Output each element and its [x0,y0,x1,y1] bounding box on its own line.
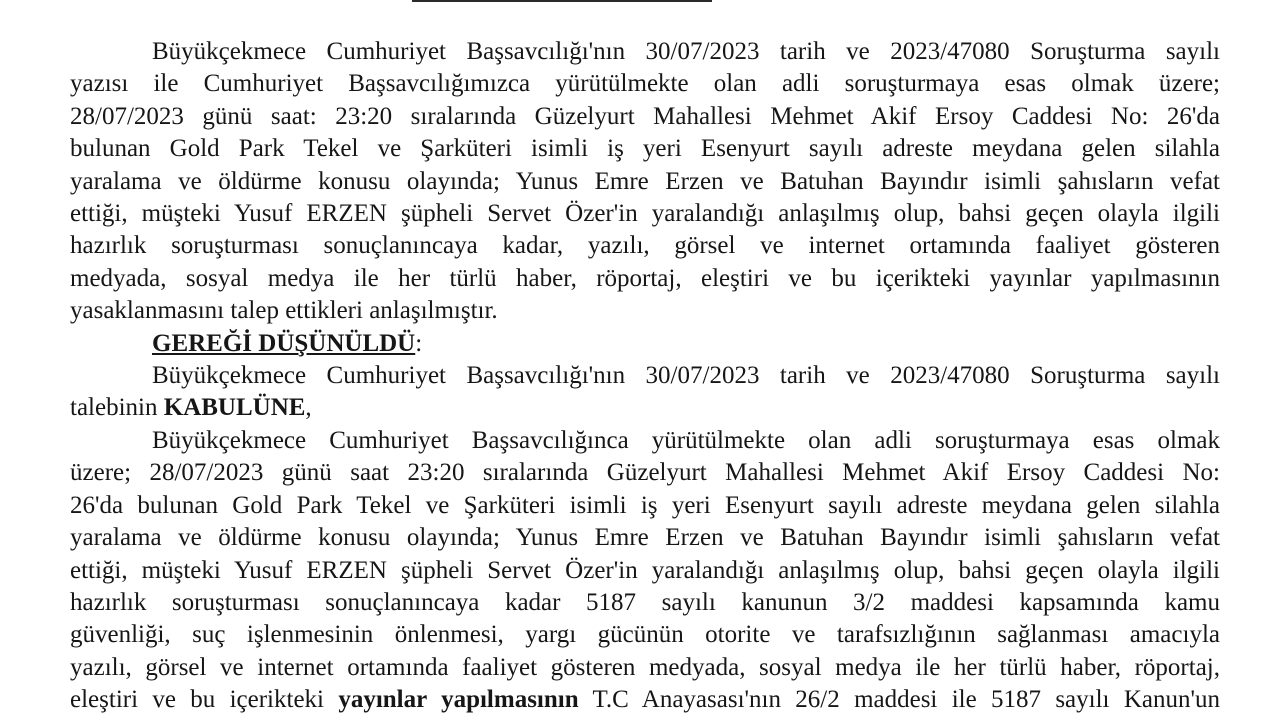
text-line: üzere; 28/07/2023 günü saat 23:20 sıralarında Güzelyurt Mahallesi Mehmet Akif Ersoy Caddesi No: [70,459,1220,487]
text-segment: , [305,394,312,422]
text-segment: T.C Anayasası'nın 26/2 maddesi ile 5187 sayılı Kanun'un [578,686,1220,714]
text-line: yazılı, görsel ve internet ortamında faaliyet gösteren medyada, sosyal medya ile her türlü haber, röportaj, [70,653,1220,681]
text-line: yasaklanmasını talep ettikleri anlaşılmıştır. [70,297,498,325]
document-body [70,36,1220,717]
section-heading [70,328,1220,360]
text-line: hazırlık soruşturması sonuçlanıncaya kadar 5187 sayılı kanunun 3/2 maddesi kapsamında kamu [70,588,1220,616]
heading-text: GEREĞİ DÜŞÜNÜLDÜ [152,329,416,357]
heading-colon: : [415,329,423,357]
text-line: medyada, sosyal medya ile her türlü haber, röportaj, eleştiri ve bu içerikteki yayınlar yapılmasının [70,264,1220,292]
paragraph-request [70,36,1220,328]
top-divider [412,0,712,2]
text-line: ettiği, müşteki Yusuf ERZEN şüpheli Servet Özer'in yaralandığı anlaşılmış olup, bahsi geçen olayla ilgili [70,556,1220,584]
text-segment: eleştiri ve bu içerikteki [70,686,339,714]
text-line [70,392,1220,424]
text-line: hazırlık soruşturması sonuçlanıncaya kadar, yazılı, görsel ve internet ortamında faaliyet gösteren [70,232,1220,260]
bold-text: KABULÜNE [163,394,306,422]
text-line: Büyükçekmece Cumhuriyet Başsavcılığınca yürütülmekte olan adli soruşturmaya esas olmak [152,426,1220,454]
text-line: bulunan Gold Park Tekel ve Şarküteri isimli iş yeri Esenyurt sayılı adreste meydana gelen silahla [70,135,1220,163]
bold-text: yayınlar yapılmasının [338,686,579,714]
text-line: yaralama ve öldürme konusu olayında; Yunus Emre Erzen ve Batuhan Bayındır isimli şahısların vefat [70,524,1220,552]
text-line: güvenliği, suç işlenmesinin önlenmesi, yargı gücünün otorite ve tarafsızlığının sağlanması amacıyla [70,621,1220,649]
text-line: ettiği, müşteki Yusuf ERZEN şüpheli Servet Özer'in yaralandığı anlaşılmış olup, bahsi geçen olayla ilgili [70,200,1220,228]
text-line: Büyükçekmece Cumhuriyet Başsavcılığı'nın 30/07/2023 tarih ve 2023/47080 Soruşturma sayılı [152,362,1220,390]
text-line [70,684,1220,716]
text-line: Büyükçekmece Cumhuriyet Başsavcılığı'nın 30/07/2023 tarih ve 2023/47080 Soruşturma sayılı [152,38,1220,65]
text-line: 28/07/2023 günü saat: 23:20 sıralarında Güzelyurt Mahallesi Mehmet Akif Ersoy Caddesi No: 26'da [70,102,1220,130]
text-segment: talebinin [70,394,164,422]
paragraph-acceptance [70,360,1220,425]
text-line: yazısı ile Cumhuriyet Başsavcılığımızca yürütülmekte olan adli soruşturmaya esas olmak üzere; [70,70,1220,98]
paragraph-decision [70,425,1220,717]
text-line: 26'da bulunan Gold Park Tekel ve Şarküteri isimli iş yeri Esenyurt sayılı adreste meydana gelen silahla [70,491,1220,519]
text-line: yaralama ve öldürme konusu olayında; Yunus Emre Erzen ve Batuhan Bayındır isimli şahısların vefat [70,167,1220,195]
